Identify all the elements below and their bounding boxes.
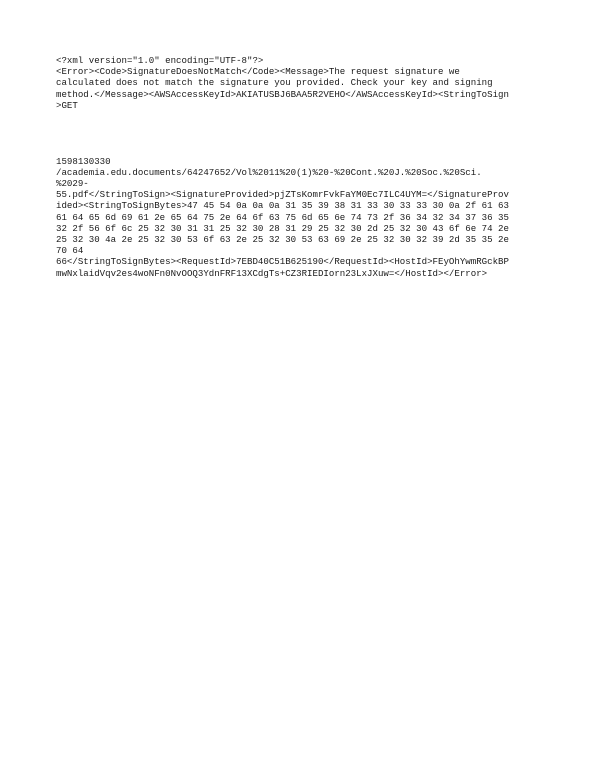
text-line: 55.pdf</StringToSign><SignatureProvided>pjZTsKomrFvkFaYM0Ec7ILC4UYM=</SignatureProv xyxy=(56,189,509,201)
text-line: method.</Message><AWSAccessKeyId>AKIATUSBJ6BAA5R2VEHO</AWSAccessKeyId><StringToSign xyxy=(56,88,509,100)
text-line: >GET xyxy=(56,99,78,111)
text-line: /academia.edu.documents/64247652/Vol%2011%20(1)%20-%20Cont.%20J.%20Soc.%20Sci. xyxy=(56,166,482,178)
text-line: <?xml version="1.0" encoding="UTF-8"?> xyxy=(56,55,264,66)
text-line: ided><StringToSignBytes>47 45 54 0a 0a 0a 31 35 39 38 31 33 30 33 33 30 0a 2f 61 63 xyxy=(56,200,509,212)
text-line: 66</StringToSignBytes><RequestId>7EBD40C51B625190</RequestId><HostId>FEyOhYwmRGckBP xyxy=(56,256,509,268)
text-line: %2029- xyxy=(56,178,89,190)
text-line: <Error><Code>SignatureDoesNotMatch</Code><Message>The request signature we xyxy=(56,66,460,78)
blank-line xyxy=(56,133,556,144)
blank-line xyxy=(56,111,556,122)
text-line: calculated does not match the signature you provided. Check your key and signing xyxy=(56,77,493,89)
text-line: 70 64 xyxy=(56,245,84,257)
blank-line xyxy=(56,145,556,156)
blank-line xyxy=(56,122,556,133)
text-line: 32 2f 56 6f 6c 25 32 30 31 31 25 32 30 28 31 29 25 32 30 2d 25 32 30 43 6f 6e 74 2e xyxy=(56,222,509,234)
text-line: mwNxlaidVqv2es4woNFn0NvOOQ3YdnFRF13XCdgTs+CZ3RIEDIorn23LxJXuw=</HostId></Error> xyxy=(56,267,488,279)
text-line: 1598130330 xyxy=(56,155,111,167)
text-line: 25 32 30 4a 2e 25 32 30 53 6f 63 2e 25 32 30 53 63 69 2e 25 32 30 32 39 2d 35 35 2e xyxy=(56,234,509,245)
text-line: 61 64 65 6d 69 61 2e 65 64 75 2e 64 6f 63 75 6d 65 6e 74 73 2f 36 34 32 34 37 36 35 xyxy=(56,211,509,223)
xml-error-text xyxy=(56,55,556,279)
